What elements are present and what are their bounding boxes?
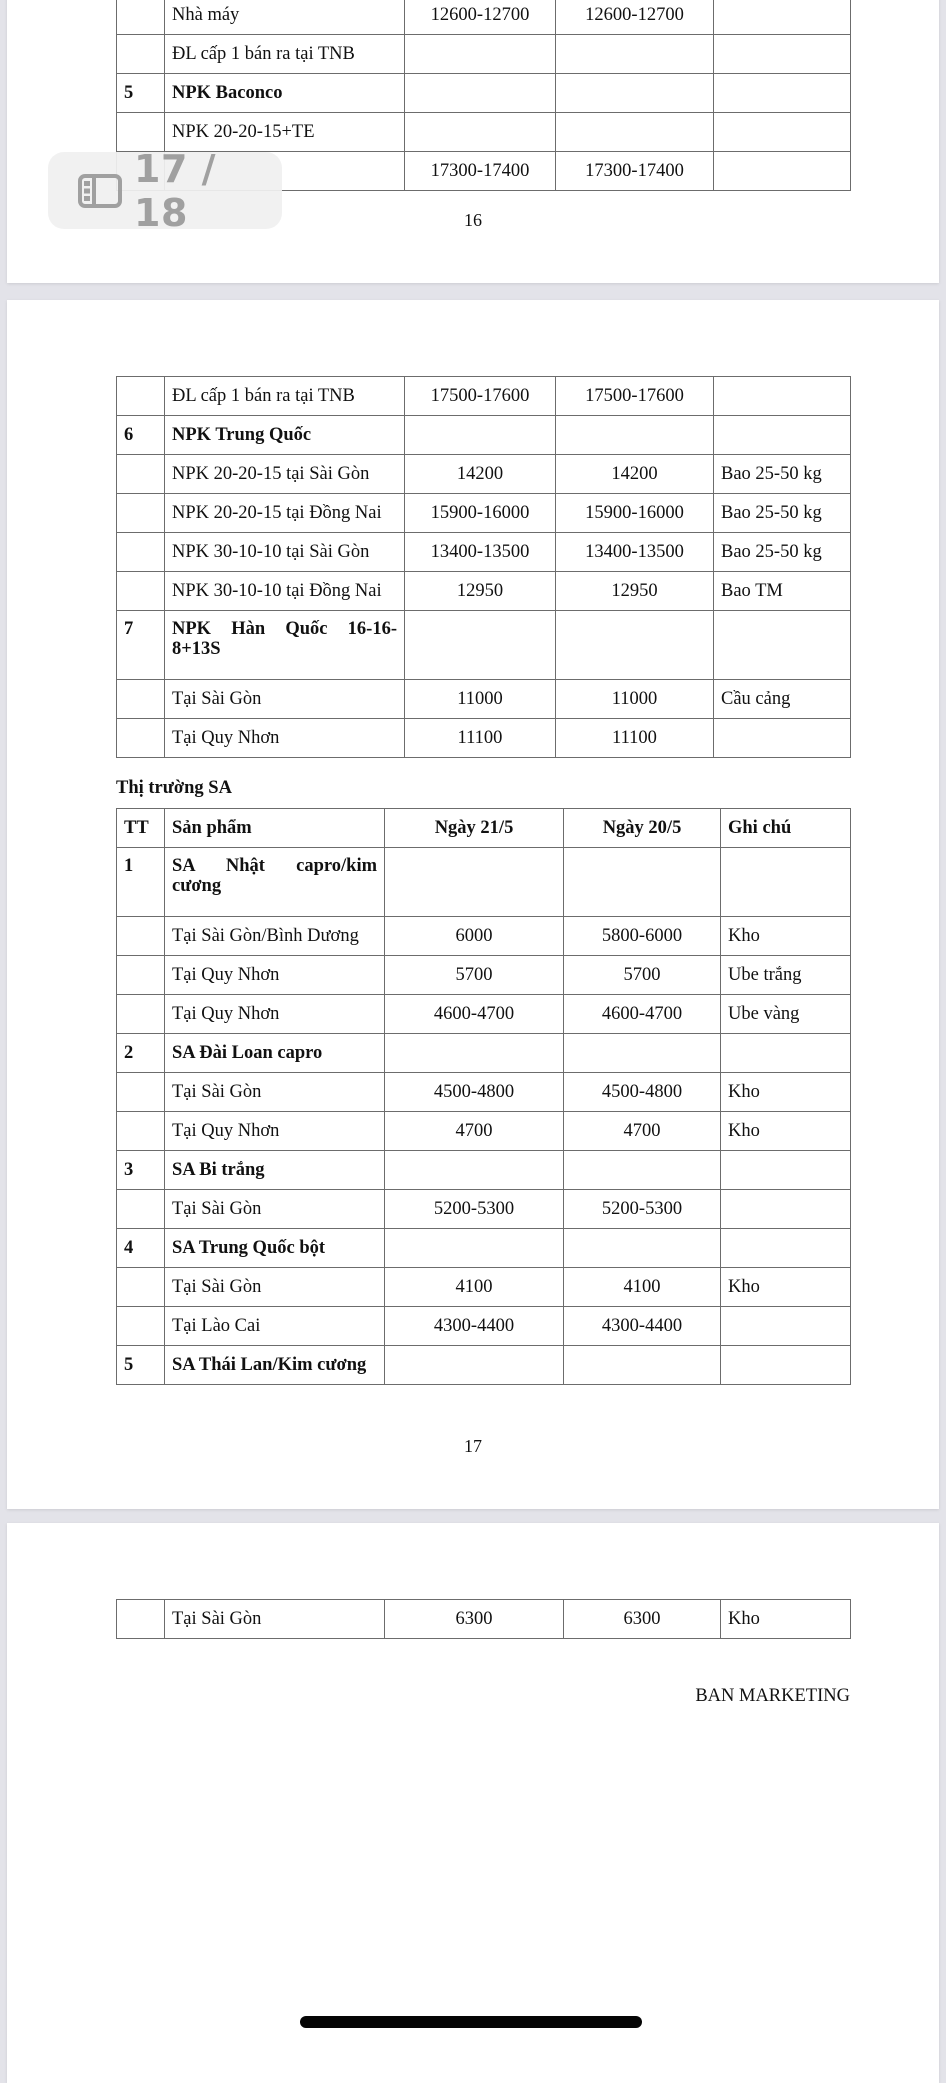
table-row (117, 572, 851, 611)
cell-tt: 1 (117, 848, 165, 917)
cell-tt (117, 0, 165, 35)
cell-price-day1: 4600-4700 (385, 995, 564, 1034)
cell-product: NPK Trung Quốc (165, 416, 405, 455)
cell-product: Tại Quy Nhơn (165, 995, 385, 1034)
cell-price-day2 (564, 1034, 721, 1073)
cell-note (721, 848, 851, 917)
cell-note: Kho (721, 917, 851, 956)
cell-note: Kho (721, 1268, 851, 1307)
cell-tt (117, 494, 165, 533)
cell-note: Ube vàng (721, 995, 851, 1034)
cell-price-day2 (564, 1151, 721, 1190)
table-row (117, 917, 851, 956)
cell-price-day1 (385, 1151, 564, 1190)
table-row (117, 35, 851, 74)
cell-note: Kho (721, 1073, 851, 1112)
cell-tt (117, 917, 165, 956)
cell-price-day1: 5700 (385, 956, 564, 995)
cell-price-day1: 17300-17400 (405, 152, 556, 191)
cell-tt (117, 377, 165, 416)
cell-price-day1: 4500-4800 (385, 1073, 564, 1112)
cell-price-day1 (385, 1229, 564, 1268)
table-row (117, 995, 851, 1034)
cell-price-day2: 5200-5300 (564, 1190, 721, 1229)
page-number: 16 (464, 210, 482, 230)
table-row (117, 680, 851, 719)
cell-price-day2 (556, 611, 714, 680)
cell-note (721, 1034, 851, 1073)
cell-product: Tại Sài Gòn (165, 1190, 385, 1229)
page-number: 17 (464, 1436, 482, 1456)
cell-product: SA Bi trắng (165, 1151, 385, 1190)
cell-note (714, 74, 851, 113)
cell-note: Bao 25-50 kg (714, 494, 851, 533)
page-indicator-label: 17 / 18 (134, 146, 216, 235)
cell-price-day1 (385, 848, 564, 917)
document-page-17 (7, 300, 939, 1509)
cell-price-day2: 4500-4800 (564, 1073, 721, 1112)
cell-product: Tại Sài Gòn (165, 1268, 385, 1307)
sa-price-table-continued (116, 1599, 851, 1639)
cell-price-day1 (405, 74, 556, 113)
cell-price-day2: 5800-6000 (564, 917, 721, 956)
header-day1: Ngày 21/5 (385, 809, 564, 848)
cell-price-day2: 4700 (564, 1112, 721, 1151)
cell-note (714, 416, 851, 455)
table-row-group (117, 1346, 851, 1385)
cell-product: ĐL cấp 1 bán ra tại TNB (165, 35, 405, 74)
cell-tt (117, 1268, 165, 1307)
cell-note: Ube trắng (721, 956, 851, 995)
cell-price-day1: 17500-17600 (405, 377, 556, 416)
cell-note (714, 35, 851, 74)
cell-product: NPK 20-20-15 tại Sài Gòn (165, 455, 405, 494)
cell-price-day1: 6000 (385, 917, 564, 956)
cell-price-day2 (564, 1229, 721, 1268)
signature-department: BAN MARKETING (695, 1686, 850, 1706)
cell-product: ĐL cấp 1 bán ra tại TNB (165, 377, 405, 416)
cell-note (714, 152, 851, 191)
sidebar-thumbnails-icon (78, 174, 122, 208)
cell-tt (117, 1112, 165, 1151)
cell-price-day1: 6300 (385, 1600, 564, 1639)
cell-price-day2 (564, 1346, 721, 1385)
cell-note: Kho (721, 1112, 851, 1151)
document-page-18 (7, 1523, 939, 2083)
cell-price-day2: 4600-4700 (564, 995, 721, 1034)
cell-price-day1 (385, 1346, 564, 1385)
cell-product: Tại Sài Gòn/Bình Dương (165, 917, 385, 956)
cell-price-day1: 14200 (405, 455, 556, 494)
cell-product: NPK 30-10-10 tại Sài Gòn (165, 533, 405, 572)
table-row (117, 455, 851, 494)
cell-tt (117, 533, 165, 572)
cell-note: Bao TM (714, 572, 851, 611)
cell-product: NPK 20-20-15+TE (165, 113, 405, 152)
table-row-group (117, 848, 851, 917)
cell-tt (117, 1190, 165, 1229)
cell-price-day1: 4300-4400 (385, 1307, 564, 1346)
header-tt: TT (117, 809, 165, 848)
table-header-row (117, 809, 851, 848)
cell-tt: 5 (117, 1346, 165, 1385)
cell-note: Kho (721, 1600, 851, 1639)
cell-tt: 5 (117, 74, 165, 113)
cell-note (721, 1346, 851, 1385)
table-row (117, 1073, 851, 1112)
npk-price-table (116, 376, 851, 758)
cell-price-day2: 6300 (564, 1600, 721, 1639)
cell-price-day1: 4100 (385, 1268, 564, 1307)
cell-note (714, 611, 851, 680)
cell-tt: 2 (117, 1034, 165, 1073)
cell-price-day2: 5700 (564, 956, 721, 995)
sa-price-table (116, 808, 851, 1385)
table-row (117, 1268, 851, 1307)
cell-price-day1: 11100 (405, 719, 556, 758)
cell-price-day1 (385, 1034, 564, 1073)
table-row (117, 1190, 851, 1229)
cell-price-day2: 14200 (556, 455, 714, 494)
section-title-sa-market: Thị trường SA (116, 778, 232, 798)
cell-product: NPK Baconco (165, 74, 405, 113)
cell-product: SA Thái Lan/Kim cương (165, 1346, 385, 1385)
cell-product: Tại Quy Nhơn (165, 719, 405, 758)
table-row-group (117, 416, 851, 455)
cell-tt: 7 (117, 611, 165, 680)
cell-price-day2: 11000 (556, 680, 714, 719)
cell-note (721, 1151, 851, 1190)
cell-tt (117, 572, 165, 611)
cell-note (721, 1229, 851, 1268)
table-row-group (117, 1034, 851, 1073)
cell-price-day1: 5200-5300 (385, 1190, 564, 1229)
cell-price-day1: 12950 (405, 572, 556, 611)
cell-price-day1: 12600-12700 (405, 0, 556, 35)
cell-note (714, 377, 851, 416)
cell-tt (117, 455, 165, 494)
cell-price-day2 (556, 74, 714, 113)
table-row (117, 719, 851, 758)
table-row (117, 533, 851, 572)
cell-price-day2: 4300-4400 (564, 1307, 721, 1346)
cell-price-day1 (405, 35, 556, 74)
cell-product: Tại Sài Gòn (165, 680, 405, 719)
table-row (117, 377, 851, 416)
header-product: Sản phẩm (165, 809, 385, 848)
cell-tt (117, 680, 165, 719)
cell-product: Tại Lào Cai (165, 1307, 385, 1346)
cell-product: SA Nhật capro/kim cương (165, 848, 385, 917)
cell-price-day2: 17300-17400 (556, 152, 714, 191)
cell-product: Tại Quy Nhơn (165, 956, 385, 995)
header-day2: Ngày 20/5 (564, 809, 721, 848)
cell-price-day2: 15900-16000 (556, 494, 714, 533)
table-row (117, 956, 851, 995)
cell-price-day1 (405, 416, 556, 455)
cell-product: Tại Sài Gòn (165, 1073, 385, 1112)
cell-price-day2: 17500-17600 (556, 377, 714, 416)
table-row (117, 494, 851, 533)
table-row-group (117, 1151, 851, 1190)
cell-tt (117, 995, 165, 1034)
cell-note (714, 0, 851, 35)
cell-price-day1: 15900-16000 (405, 494, 556, 533)
cell-price-day1 (405, 611, 556, 680)
cell-product: SA Trung Quốc bột (165, 1229, 385, 1268)
table-row (117, 1307, 851, 1346)
cell-tt (117, 35, 165, 74)
cell-product: Tại Quy Nhơn (165, 1112, 385, 1151)
cell-price-day1: 13400-13500 (405, 533, 556, 572)
cell-tt (117, 1073, 165, 1112)
cell-price-day2 (556, 113, 714, 152)
cell-price-day2: 11100 (556, 719, 714, 758)
cell-price-day1: 4700 (385, 1112, 564, 1151)
cell-price-day2 (564, 848, 721, 917)
cell-tt: 6 (117, 416, 165, 455)
cell-price-day2 (556, 416, 714, 455)
cell-tt (117, 719, 165, 758)
cell-note (721, 1307, 851, 1346)
cell-price-day2: 12600-12700 (556, 0, 714, 35)
cell-note: Cầu cảng (714, 680, 851, 719)
cell-note (714, 719, 851, 758)
cell-price-day2: 13400-13500 (556, 533, 714, 572)
cell-tt: 4 (117, 1229, 165, 1268)
home-indicator-bar[interactable] (300, 2016, 642, 2028)
cell-product: NPK 20-20-15 tại Đồng Nai (165, 494, 405, 533)
cell-price-day1 (405, 113, 556, 152)
cell-note: Bao 25-50 kg (714, 533, 851, 572)
cell-note (714, 113, 851, 152)
cell-note: Bao 25-50 kg (714, 455, 851, 494)
cell-tt (117, 956, 165, 995)
cell-price-day2: 4100 (564, 1268, 721, 1307)
document-page-16 (7, 0, 939, 283)
cell-price-day1: 11000 (405, 680, 556, 719)
cell-product: Nhà máy (165, 0, 405, 35)
cell-price-day2 (556, 35, 714, 74)
table-row (117, 1112, 851, 1151)
header-note: Ghi chú (721, 809, 851, 848)
table-row (117, 1600, 851, 1639)
table-row-group (117, 1229, 851, 1268)
page-indicator-badge[interactable] (48, 146, 282, 235)
cell-tt: 3 (117, 1151, 165, 1190)
cell-product: NPK Hàn Quốc 16-16-8+13S (165, 611, 405, 680)
cell-tt (117, 1600, 165, 1639)
cell-product: NPK 30-10-10 tại Đồng Nai (165, 572, 405, 611)
table-row-group (117, 74, 851, 113)
cell-price-day2: 12950 (556, 572, 714, 611)
cell-product: SA Đài Loan capro (165, 1034, 385, 1073)
table-row-group (117, 611, 851, 680)
table-row (117, 0, 851, 35)
cell-tt (117, 1307, 165, 1346)
cell-note (721, 1190, 851, 1229)
cell-product: Tại Sài Gòn (165, 1600, 385, 1639)
